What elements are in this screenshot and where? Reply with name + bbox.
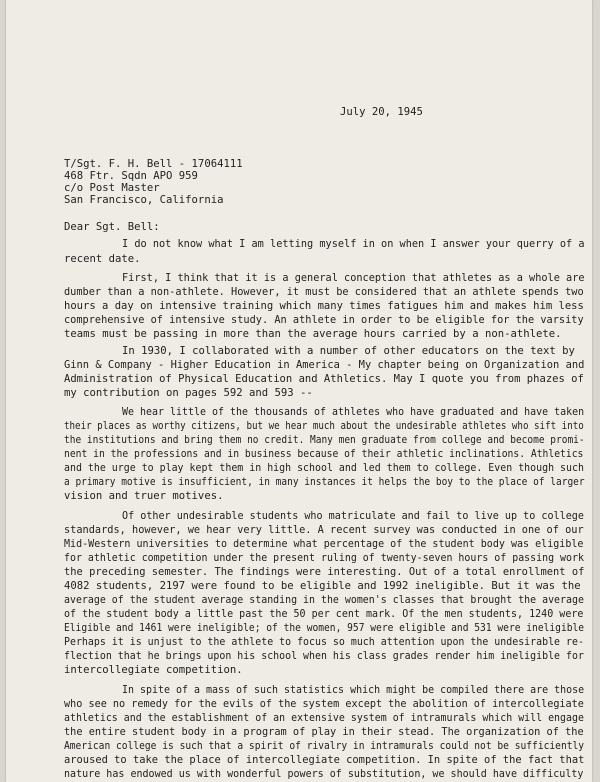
paragraph-line: American college is such that a spirit of rivalry in intramurals could not be sufficiently <box>64 740 585 752</box>
paragraph-line: recent date. <box>64 253 141 265</box>
paragraph-line: teams must be passing in more than the average hours carried by a non-athlete. <box>64 328 562 340</box>
paragraph-line: standards, however, we hear very little. A recent survey was conducted in one of our <box>64 524 584 536</box>
paragraph-line: who see no remedy for the evils of the system except the abolition of intercollegiate <box>64 698 584 710</box>
paragraph-line: of the student body a little past the 50 per cent mark. Of the men students, 1240 were <box>64 608 584 620</box>
paragraph-line: their places as worthy citizens, but we hear much about the undesirable athletes who sift into <box>64 420 584 432</box>
paragraph-line: the entire student body in a program of play in their stead. The organization of the <box>64 726 584 738</box>
paragraph-line: intercollegiate competition. <box>64 664 243 676</box>
paragraph-line: In spite of a mass of such statistics which might be compiled there are those <box>122 684 585 696</box>
paragraph-line: Eligible and 1461 were ineligible; of the women, 957 were eligible and 531 were ineligible <box>64 622 585 634</box>
paragraph-line: the institutions and bring them no credit. Many men graduate from college and become promi- <box>64 434 585 446</box>
letter-page <box>6 0 592 782</box>
paragraph-line: aroused to take the place of intercollegiate competition. In spite of the fact that <box>64 754 585 766</box>
address-line: c/o Post Master <box>64 182 160 194</box>
paragraph-line: and the urge to play kept them in high school and led them to college. Even though such <box>64 462 584 474</box>
paragraph-line: nature has endowed us with wonderful powers of substitution, we should have difficulty <box>64 768 584 780</box>
address-line: 468 Ftr. Sqdn APO 959 <box>64 170 198 182</box>
paragraph-line: Of other undesirable students who matriculate and fail to live up to college <box>122 510 584 522</box>
paragraph-line: comprehensive of intensive study. An athlete in order to be eligible for the varsity <box>64 314 584 326</box>
paragraph-line: nent in the professions and in business because of their athletic inclinations. Athletics <box>64 448 584 460</box>
paragraph-line: vision and truer motives. <box>64 490 224 502</box>
paragraph-line: athletics and the establishment of an extensive system of intramurals which will engage <box>64 712 584 724</box>
paragraph-line: the preceding semester. The findings were interesting. Out of a total enrollment of <box>64 566 585 578</box>
paragraph-line: a primary motive is insufficient, in many instances it helps the boy to the place of larger <box>64 476 585 488</box>
paragraph-line: 4082 students, 2197 were found to be eligible and 1992 ineligible. But it was the <box>64 580 581 592</box>
paragraph-line: First, I think that it is a general conception that athletes as a whole are <box>122 272 585 284</box>
address-line: San Francisco, California <box>64 194 224 206</box>
paragraph-line: I do not know what I am letting myself in on when I answer your querry of a <box>122 238 585 250</box>
salutation: Dear Sgt. Bell: <box>64 221 160 233</box>
paragraph-line: average of the student average standing in the women's classes that brought the average <box>64 594 584 606</box>
paragraph-line: Perhaps it is unjust to the athlete to focus so much attention upon the undesirable re- <box>64 636 584 648</box>
paragraph-line: In 1930, I collaborated with a number of other educators on the text by <box>122 345 575 357</box>
paragraph-line: for athletic competition under the present ruling of twenty-seven hours of passing work <box>64 552 584 564</box>
paragraph-line: flection that he brings upon his school when his class grades render him ineligible for <box>64 650 584 662</box>
paragraph-line: Administration of Physical Education and Athletics. May I quote you from phazes of <box>64 373 584 385</box>
letter-date: July 20, 1945 <box>340 106 423 118</box>
paragraph-line: hours a day on intensive training which many times fatigues him and makes him less <box>64 300 584 312</box>
address-line: T/Sgt. F. H. Bell - 17064111 <box>64 158 243 170</box>
paragraph-line: Mid-Western universities to determine what percentage of the student body was eligible <box>64 538 584 550</box>
paragraph-line: Ginn & Company - Higher Education in America - My chapter being on Organization and <box>64 359 585 371</box>
paragraph-line: dumber than a non-athlete. However, it must be considered that an athlete spends two <box>64 286 584 298</box>
paragraph-line: my contribution on pages 592 and 593 -- <box>64 387 313 399</box>
paragraph-line: We hear little of the thousands of athletes who have graduated and have taken <box>122 406 585 418</box>
